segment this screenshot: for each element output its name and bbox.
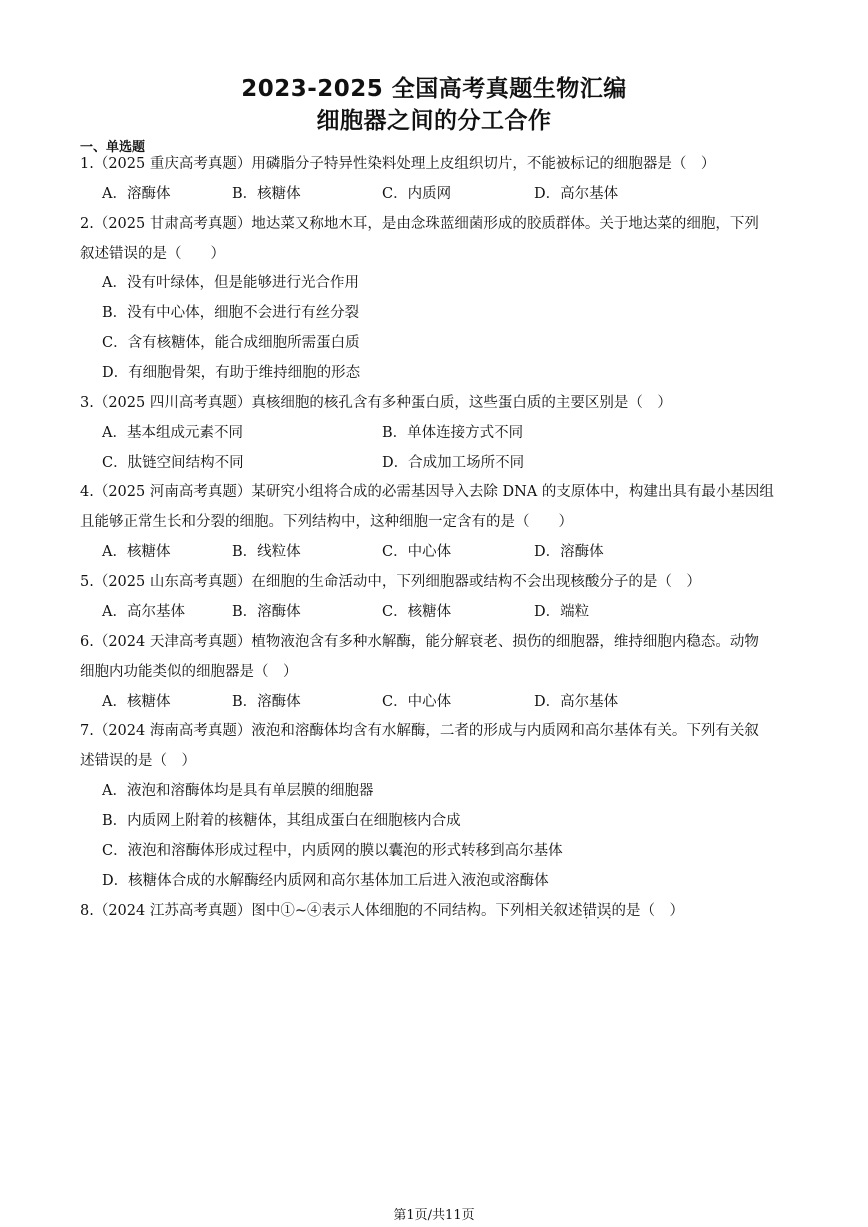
question-2-option-c: C．含有核糖体，能合成细胞所需蛋白质 xyxy=(102,335,360,351)
document-subtitle: 细胞器之间的分工合作 xyxy=(316,108,552,134)
question-8-stem-suffix: 的是（ ） xyxy=(611,903,684,919)
question-1-option-a: A．溶酶体 xyxy=(102,186,171,202)
section-heading: 一、单选题 xyxy=(80,140,146,155)
question-6-option-b: B．溶酶体 xyxy=(232,694,301,710)
question-4-option-c: C．中心体 xyxy=(382,544,452,560)
question-7-stem-line1: 7.（2024 海南高考真题）液泡和溶酶体均含有水解酶，二者的形成与内质网和高尔基体有关。下列有关叙 xyxy=(80,723,759,739)
question-3-option-d: D．合成加工场所不同 xyxy=(382,455,525,471)
question-5-option-d: D．端粒 xyxy=(534,604,590,620)
question-5-option-b: B．溶酶体 xyxy=(232,604,301,620)
question-4-stem-line2: 且能够正常生长和分裂的细胞。下列结构中，这种细胞一定含有的是（ ） xyxy=(80,514,573,530)
page-number: 第1页/共11页 xyxy=(393,1208,475,1223)
document-title: 2023-2025 全国高考真题生物汇编 xyxy=(241,76,627,102)
question-6-stem-line1: 6.（2024 天津高考真题）植物液泡含有多种水解酶，能分解衰老、损伤的细胞器，维持细胞内稳态。动物 xyxy=(80,634,759,650)
question-6-stem-line2: 细胞内功能类似的细胞器是（ ） xyxy=(80,664,298,680)
question-1-stem: 1.（2025 重庆高考真题）用磷脂分子特异性染料处理上皮组织切片，不能被标记的细胞器是（ ） xyxy=(80,156,716,172)
question-2-option-a: A．没有叶绿体，但是能够进行光合作用 xyxy=(102,275,359,291)
question-8-stem xyxy=(80,901,800,921)
question-5-option-c: C．核糖体 xyxy=(382,604,452,620)
question-1-option-d: D．高尔基体 xyxy=(534,186,619,202)
question-7-option-c: C．液泡和溶酶体形成过程中，内质网的膜以囊泡的形式转移到高尔基体 xyxy=(102,843,563,859)
question-2-option-b: B．没有中心体，细胞不会进行有丝分裂 xyxy=(102,305,360,321)
question-3-option-b: B．单体连接方式不同 xyxy=(382,425,524,441)
question-6-option-d: D．高尔基体 xyxy=(534,694,619,710)
question-4-stem-line1: 4.（2025 河南高考真题）某研究小组将合成的必需基因导入去除 DNA 的支原体中，构建出具有最小基因组 xyxy=(80,484,774,500)
question-7-stem-line2: 述错误的是（ ） xyxy=(80,753,196,769)
question-5-stem: 5.（2025 山东高考真题）在细胞的生命活动中，下列细胞器或结构不会出现核酸分子的是（ ） xyxy=(80,574,701,590)
question-4-option-b: B．线粒体 xyxy=(232,544,301,560)
question-7-option-d: D．核糖体合成的水解酶经内质网和高尔基体加工后进入液泡或溶酶体 xyxy=(102,873,549,889)
question-1-option-c: C．内质网 xyxy=(382,186,452,202)
question-2-stem-line2: 叙述错误的是（ ） xyxy=(80,246,225,262)
question-4-option-a: A．核糖体 xyxy=(102,544,171,560)
question-3-stem: 3.（2025 四川高考真题）真核细胞的核孔含有多种蛋白质，这些蛋白质的主要区别是（ ） xyxy=(80,395,672,411)
question-7-option-a: A．液泡和溶酶体均是具有单层膜的细胞器 xyxy=(102,783,374,799)
question-3-option-c: C．肽链空间结构不同 xyxy=(102,455,244,471)
question-8-stem-prefix: 8.（2024 江苏高考真题）图中①~④表示人体细胞的不同结构。下列相关叙述 xyxy=(80,903,583,919)
question-8-emphasis: 错误 · · · xyxy=(583,903,612,919)
question-3-option-a: A．基本组成元素不同 xyxy=(102,425,243,441)
question-2-option-d: D．有细胞骨架，有助于维持细胞的形态 xyxy=(102,365,361,381)
question-7-option-b: B．内质网上附着的核糖体，其组成蛋白在细胞核内合成 xyxy=(102,813,461,829)
question-4-option-d: D．溶酶体 xyxy=(534,544,604,560)
question-1-option-b: B．核糖体 xyxy=(232,186,301,202)
question-6-option-c: C．中心体 xyxy=(382,694,452,710)
question-6-option-a: A．核糖体 xyxy=(102,694,171,710)
question-2-stem-line1: 2.（2025 甘肃高考真题）地达菜又称地木耳，是由念珠蓝细菌形成的胶质群体。关于地达菜的细胞，下列 xyxy=(80,216,759,232)
question-5-option-a: A．高尔基体 xyxy=(102,604,185,620)
